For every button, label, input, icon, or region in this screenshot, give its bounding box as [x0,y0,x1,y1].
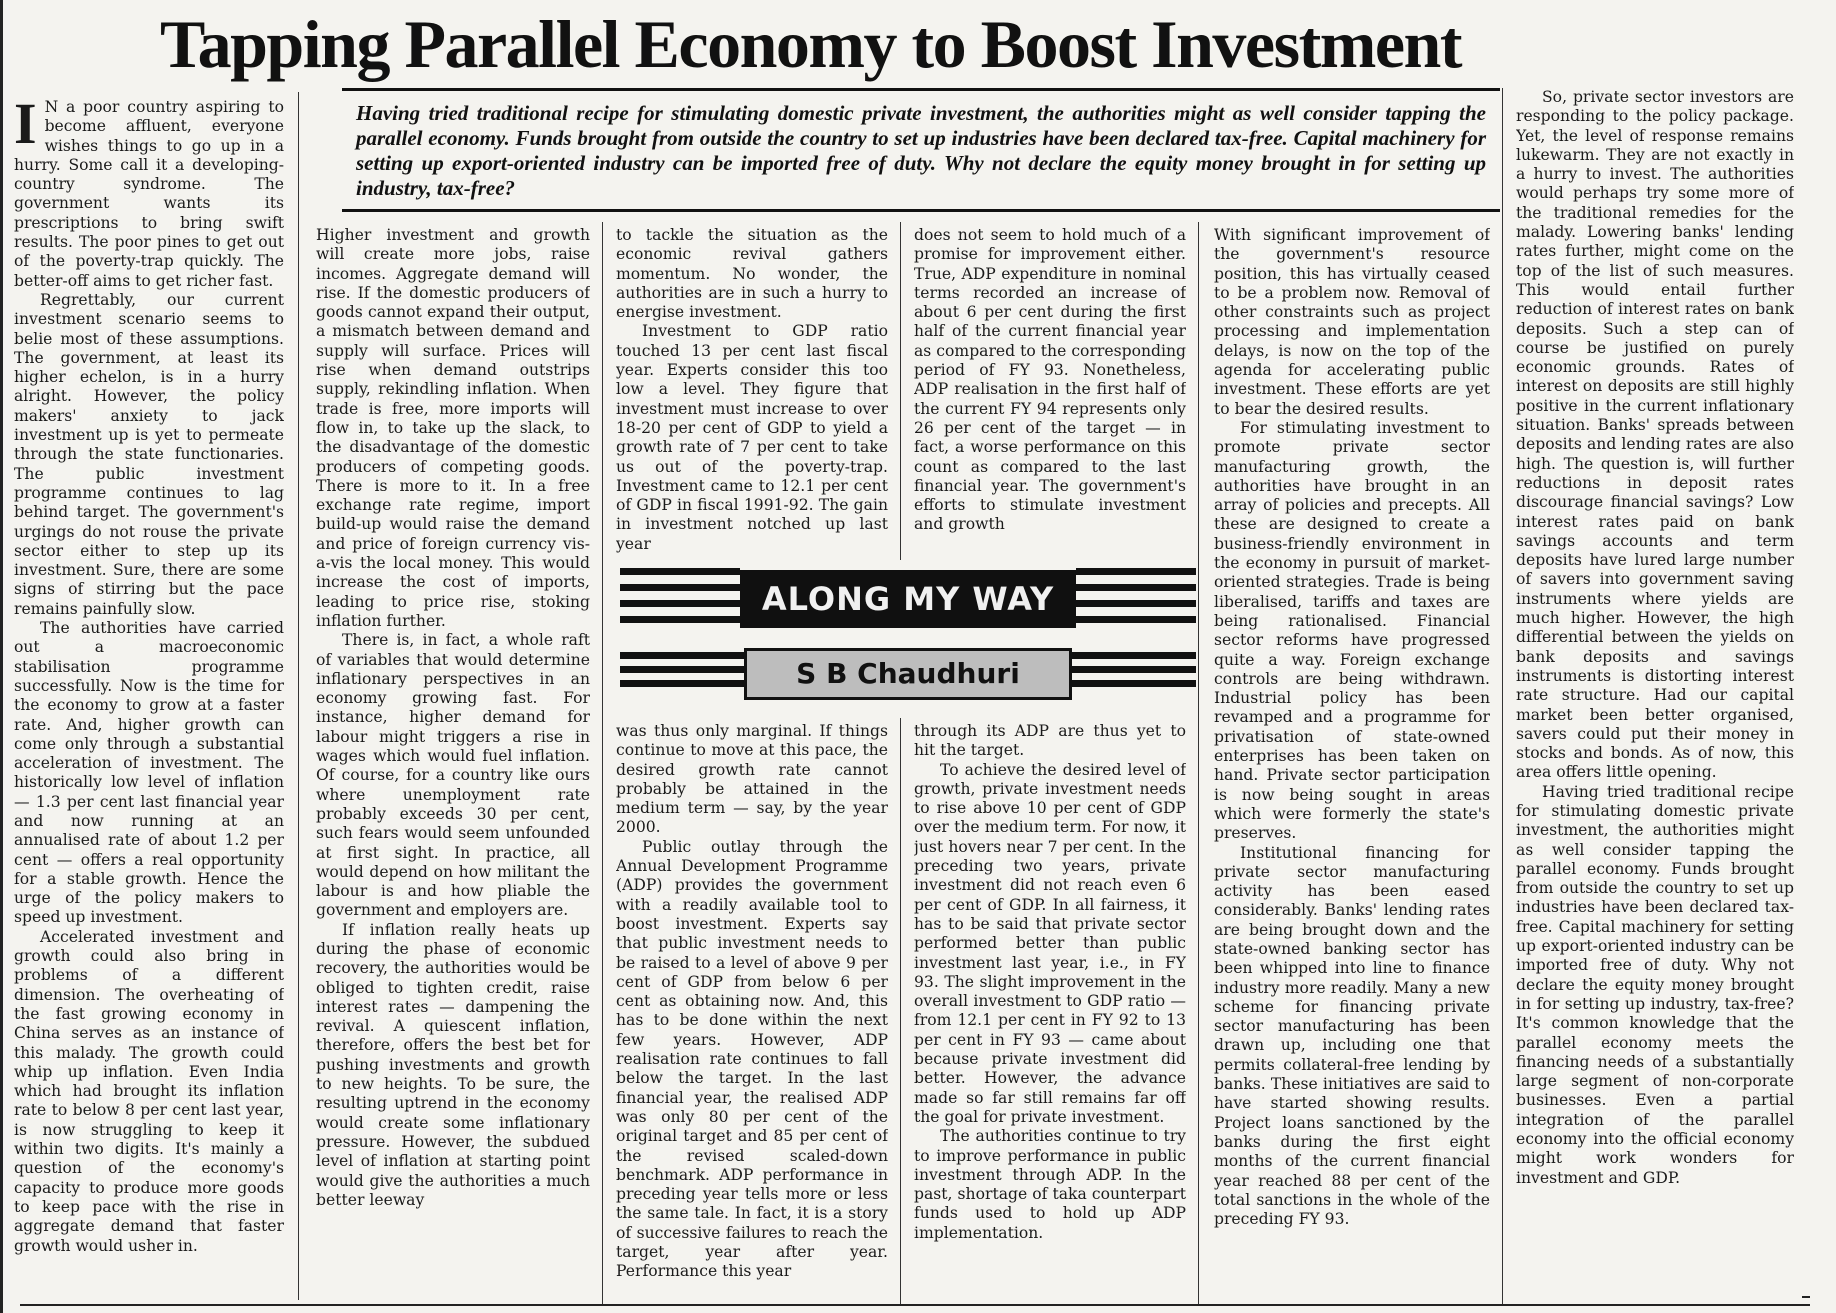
column-2 [316,226,590,1306]
byline: S B Chaudhuri [744,648,1072,700]
paragraph: Having tried traditional recipe for stimulating domestic private investment, the authorities might as well consider tapping the parallel economy. Funds brought from outside the country to set up industries have been declared tax-free. Capital machinery for setting up export-oriented industry can be imported free of duty. Why not declare the equity money brought in for setting up industry, tax-free? It's common knowledge that the parallel economy meets the financing needs of a substantially large segment of non-corporate businesses. Even a partial integration of the parallel economy into the official economy might work wonders for investment and GDP. [1516,782,1794,1187]
paragraph: So, private sector investors are responding to the policy package. Yet, the level of response remains lukewarm. They are not exactly in a hurry to invest. The authorities would perhaps try some more of the traditional remedies for the malady. Lowering banks' lending rates further, might come on the top of the list of such measures. This would entail further reduction of interest rates on bank deposits. Such a step can of course be justified on purely economic grounds. Rates of interest on deposits are still highly positive in the current inflationary situation. Banks' spreads between deposits and lending rates are also high. The question is, will further reductions in deposit rates discourage financial savings? Low interest rates paid on bank savings accounts and term deposits have lured large number of savers into government saving instruments where yields are much higher. However, the high differential between the yields on bank deposits and savings instruments is distorting interest rate structure. Had our capital market been better organised, savers could put their money in stocks and bonds. As of now, this area offers little opening. [1516,88,1794,782]
paragraph: N a poor country aspiring to become affluent, everyone wishes things to go up in a hurry. Some call it a developing-country syndrome. The government wants its prescriptions to bring swift results. The poor pines to get out of the poverty-trap quickly. The better-off aims to get richer fast. [14,98,284,290]
column-3-top [616,226,888,556]
paragraph: Institutional financing for private sector manufacturing activity has been eased considerably. Banks' lending rates are being brought down and the state-owned banking sector has been whipped into line to finance industry more readily. Many a new scheme for financing private sector manufacturing has been drawn up, including one that permits collateral-free lending by banks. These initiatives are said to have started showing results. Project loans sanctioned by the banks during the first eight months of the current financial year reached 88 per cent of the total sanctions in the whole of the preceding FY 93. [1214,843,1490,1229]
paragraph: The authorities continue to try to improve performance in public investment through ADP. In the past, shortage of taka counterpart funds used to hold up ADP implementation. [914,1127,1186,1242]
paragraph: Investment to GDP ratio touched 13 per cent last fiscal year. Experts consider this too low a level. They figure that investment must increase to over 18-20 per cent of GDP to yield a growth rate of 7 per cent to take us out of the poverty-trap. Investment came to 12.1 per cent of GDP in fiscal 1991-92. The gain in investment notched up last year [616,322,888,553]
paragraph: Higher investment and growth will create more jobs, raise incomes. Aggregate demand will rise. If the domestic producers of goods cannot expand their output, a mismatch between demand and supply will surface. Prices will rise when demand outstrips supply, rekindling inflation. When trade is free, more imports will flow in, to take up the slack, to the disadvantage of the domestic producers of competing goods. There is more to it. In a free exchange rate regime, import build-up would raise the demand and price of foreign currency vis-a-vis the local money. This would increase the cost of imports, leading to price rise, stoking inflation further. [316,226,590,630]
drop-cap: I [14,98,37,156]
paragraph: was thus only marginal. If things continue to move at this pace, the desired growth rate cannot probably be attained in the medium term — say, by the year 2000. [616,722,888,837]
end-mark [1802,1296,1810,1298]
column-1 [14,98,284,1308]
column-rule [900,718,901,1306]
columnist-box [620,562,1196,710]
paragraph: Public outlay through the Annual Development Programme (ADP) provides the government with a readily available tool to boost investment. Experts say that public investment needs to be raised to a level of above 9 per cent of GDP from below 6 per cent as obtaining now. And, this has to be done within the next few years. However, ADP realisation rate continues to fall below the target. In the last financial year, the realised ADP was only 80 per cent of the original target and 85 per cent of the revised scaled-down benchmark. ADP performance in preceding year tells more or less the same tale. In fact, it is a story of successive failures to reach the target, year after year. Performance this year [616,837,888,1281]
column-5 [1214,226,1490,1306]
column-rule [602,222,603,1306]
paragraph: does not seem to hold much of a promise for improvement either. True, ADP expenditure in nominal terms recorded an increase of about 6 per cent during the first half of the current financial year as compared to the corresponding period of FY 93. Nonetheless, ADP realisation in the first half of the current FY 94 represents only 26 per cent of the target — in fact, a worse performance on this count as compared to the last financial year. The government's efforts to stimulate investment and growth [914,226,1186,534]
paragraph: Regrettably, our current investment scenario seems to belie most of these assumptions. The government, at least its higher echelon, is in a hurry alright. However, the policy makers' anxiety to jack investment up is yet to permeate through the state functionaries. The public investment programme continues to lag behind target. The government's urgings do not rouse the private sector either to step up its investment. Sure, there are some signs of stirring but the pace remains painfully slow. [14,290,284,618]
paragraph: Accelerated investment and growth could also bring in problems of a different dimension. The overheating of the fast growing economy in China serves as an instance of this malady. The growth could whip up inflation. Even India which had brought its inflation rate to below 8 per cent last year, is now struggling to keep it within two digits. It's mainly a question of the economy's capacity to produce more goods to keep pace with the rise in aggregate demand that faster growth would usher in. [14,927,284,1255]
paragraph: There is, in fact, a whole raft of variables that would determine inflationary perspectives in an economy growing fast. For instance, higher demand for labour might triggers a rise in wages which would fuel inflation. Of course, for a country like ours where unemployment rate probably exceeds 30 per cent, such fears would seem unfounded at first sight. In practice, all would depend on how militant the labour is and how pliable the government and employers are. [316,631,590,920]
column-rule [900,222,901,560]
page-edge-rule [0,0,3,1313]
paragraph: The authorities have carried out a macroeconomic stabilisation programme successfully. Now is the time for the economy to grow at a faster rate. And, higher growth can come only through a substantial acceleration of investment. The historically low level of inflation — 1.3 per cent last financial year and now running at an annualised rate of about 1.2 per cent — offers a real opportunity for a stable growth. Hence the urge of the policy makers to speed up investment. [14,619,284,927]
column-rule [298,92,299,1300]
paragraph: through its ADP are thus yet to hit the target. [914,722,1186,760]
column-title: ALONG MY WAY [740,570,1076,628]
column-4-bottom [914,722,1186,1306]
paragraph: to tackle the situation as the economic revival gathers momentum. No wonder, the authorities are in such a hurry to energise investment. [616,226,888,322]
headline: Tapping Parallel Economy to Boost Investment [160,6,1462,82]
bottom-rule [20,1304,1810,1306]
deck-summary: Having tried traditional recipe for stimulating domestic private investment, the authorities might as well consider tapping the parallel economy. Funds brought from outside the country to set up industries have been declared tax-free. Capital machinery for setting up export-oriented industry can be imported free of duty. Why not declare the equity money brought in for setting up industry, tax-free? [342,88,1500,212]
column-4-top [914,226,1186,556]
column-rule [1198,222,1199,1306]
paragraph: For stimulating investment to promote private sector manufacturing growth, the authorities have brought in an array of policies and precepts. All these are designed to create a business-friendly environment in the economy in pursuit of market-oriented strategies. Trade is being liberalised, tariffs and taxes are being rationalised. Financial sector reforms have progressed quite a way. Foreign exchange controls are being withdrawn. Industrial policy has been revamped and a programme for privatisation of state-owned enterprises has been taken on hand. Private sector participation is now being sought in areas which were formerly the state's preserves. [1214,418,1490,843]
column-6 [1516,88,1794,1298]
paragraph: If inflation really heats up during the phase of economic recovery, the authorities would be obliged to tighten credit, raise interest rates — dampening the revival. A quiescent inflation, therefore, offers the best bet for pushing investments and growth to new heights. To be sure, the resulting uptrend in the economy would create some inflationary pressure. However, the subdued level of inflation at starting point would give the authorities a much better leeway [316,920,590,1209]
paragraph: With significant improvement of the government's resource position, this has virtually ceased to be a problem now. Removal of other constraints such as project processing and implementation delays, is now on the top of the agenda for accelerating public investment. These efforts are yet to bear the desired results. [1214,226,1490,418]
column-rule [1502,88,1503,1306]
paragraph: To achieve the desired level of growth, private investment needs to rise above 10 per cent of GDP over the medium term. For now, it just hovers near 7 per cent. In the preceding two years, private investment did not reach even 6 per cent of GDP. In all fairness, it has to be said that private sector performed better than public investment last year, i.e., in FY 93. The slight improvement in the overall investment to GDP ratio — from 12.1 per cent in FY 92 to 13 per cent in FY 93 — came about because private investment did better. However, the advance made so far still remains far off the goal for private investment. [914,760,1186,1126]
column-3-bottom [616,722,888,1306]
